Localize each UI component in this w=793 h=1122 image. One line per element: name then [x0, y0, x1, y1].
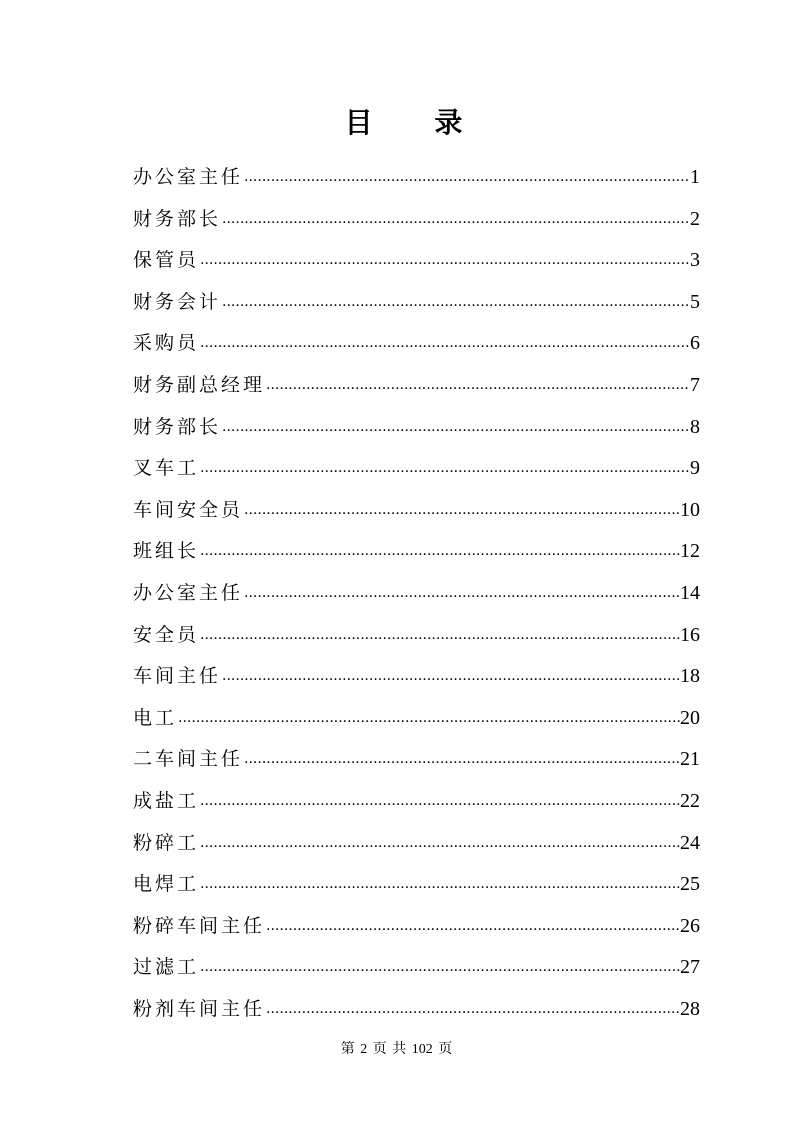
toc-entry[interactable]	[133, 731, 700, 771]
toc-dot-leader	[177, 709, 680, 727]
toc-entry[interactable]	[133, 482, 700, 522]
toc-entry[interactable]	[133, 274, 700, 314]
toc-entry[interactable]	[133, 773, 700, 813]
toc-dot-leader	[265, 376, 690, 394]
toc-dot-leader	[199, 792, 680, 810]
toc-entry-page-number: 18	[680, 665, 700, 687]
toc-dot-leader	[243, 501, 680, 519]
toc-entry-page-number: 22	[680, 790, 700, 812]
toc-entry-label: 采购员	[133, 332, 200, 354]
toc-entry[interactable]	[133, 939, 700, 979]
toc-entry-label: 车间主任	[133, 665, 222, 687]
toc-entry-page-number: 16	[680, 624, 700, 646]
toc-entry-page-number: 1	[690, 166, 700, 188]
toc-entry[interactable]	[133, 565, 700, 605]
toc-entry[interactable]	[133, 357, 700, 397]
toc-dot-leader	[243, 584, 680, 602]
toc-entry-label: 办公室主任	[133, 582, 244, 604]
toc-dot-leader	[265, 917, 680, 935]
page-footer: 第 2 页 共 102 页	[340, 1042, 453, 1057]
toc-dot-leader	[199, 334, 690, 352]
toc-dot-leader	[265, 1000, 680, 1018]
toc-entry[interactable]	[133, 607, 700, 647]
toc-entry-label: 二车间主任	[133, 748, 244, 770]
toc-entry-label: 过滤工	[133, 956, 200, 978]
toc-entry[interactable]	[133, 191, 700, 231]
toc-dot-leader	[221, 667, 680, 685]
toc-entry[interactable]	[133, 232, 700, 272]
toc-dot-leader	[199, 626, 680, 644]
toc-entry[interactable]	[133, 149, 700, 189]
toc-entry[interactable]	[133, 856, 700, 896]
toc-dot-leader	[199, 958, 680, 976]
toc-entry-page-number: 20	[680, 707, 700, 729]
toc-entry[interactable]	[133, 815, 700, 855]
toc-entry-label: 电工	[133, 707, 178, 729]
toc-entry-page-number: 3	[690, 249, 700, 271]
toc-entry-label: 财务副总经理	[133, 374, 266, 396]
toc-entry[interactable]	[133, 648, 700, 688]
toc-entry-page-number: 8	[690, 416, 700, 438]
toc-entry[interactable]	[133, 440, 700, 480]
toc-entry-page-number: 12	[680, 540, 700, 562]
toc-dot-leader	[199, 834, 680, 852]
toc-entry-label: 班组长	[133, 540, 200, 562]
toc-dot-leader	[221, 418, 690, 436]
toc-entry-page-number: 25	[680, 873, 700, 895]
toc-dot-leader	[221, 293, 690, 311]
toc-dot-leader	[243, 750, 680, 768]
toc-entry-page-number: 21	[680, 748, 700, 770]
toc-dot-leader	[243, 168, 690, 186]
toc-entry-label: 财务部长	[133, 208, 222, 230]
toc-entry[interactable]	[133, 315, 700, 355]
toc-entry-label: 叉车工	[133, 457, 200, 479]
toc-entry[interactable]	[133, 523, 700, 563]
toc-entry-label: 办公室主任	[133, 166, 244, 188]
toc-entry-page-number: 6	[690, 332, 700, 354]
page-title: 目 录	[344, 105, 489, 139]
toc-entry-label: 安全员	[133, 624, 200, 646]
toc-entry-page-number: 24	[680, 832, 700, 854]
toc-entry[interactable]	[133, 981, 700, 1021]
toc-entry-label: 粉碎车间主任	[133, 915, 266, 937]
toc-dot-leader	[199, 459, 690, 477]
toc-entry-label: 电焊工	[133, 873, 200, 895]
toc-entry-page-number: 14	[680, 582, 700, 604]
toc-entry-label: 成盐工	[133, 790, 200, 812]
toc-dot-leader	[199, 542, 680, 560]
toc-entry-label: 财务部长	[133, 416, 222, 438]
toc-entry-label: 车间安全员	[133, 499, 244, 521]
toc-entry-page-number: 5	[690, 291, 700, 313]
toc-entry-label: 保管员	[133, 249, 200, 271]
toc-dot-leader	[221, 210, 690, 228]
toc-entry-label: 财务会计	[133, 291, 222, 313]
toc-entry-page-number: 10	[680, 499, 700, 521]
toc-entry-page-number: 27	[680, 956, 700, 978]
toc-entry-page-number: 9	[690, 457, 700, 479]
toc-dot-leader	[199, 251, 690, 269]
toc-entry-label: 粉剂车间主任	[133, 998, 266, 1020]
toc-entry-page-number: 2	[690, 208, 700, 230]
toc-entry[interactable]	[133, 898, 700, 938]
toc-entry-label: 粉碎工	[133, 832, 200, 854]
toc-entry-page-number: 26	[680, 915, 700, 937]
toc-dot-leader	[199, 875, 680, 893]
toc-entry[interactable]	[133, 399, 700, 439]
toc-entry[interactable]	[133, 690, 700, 730]
toc-entry-page-number: 28	[680, 998, 700, 1020]
toc-entry-page-number: 7	[690, 374, 700, 396]
